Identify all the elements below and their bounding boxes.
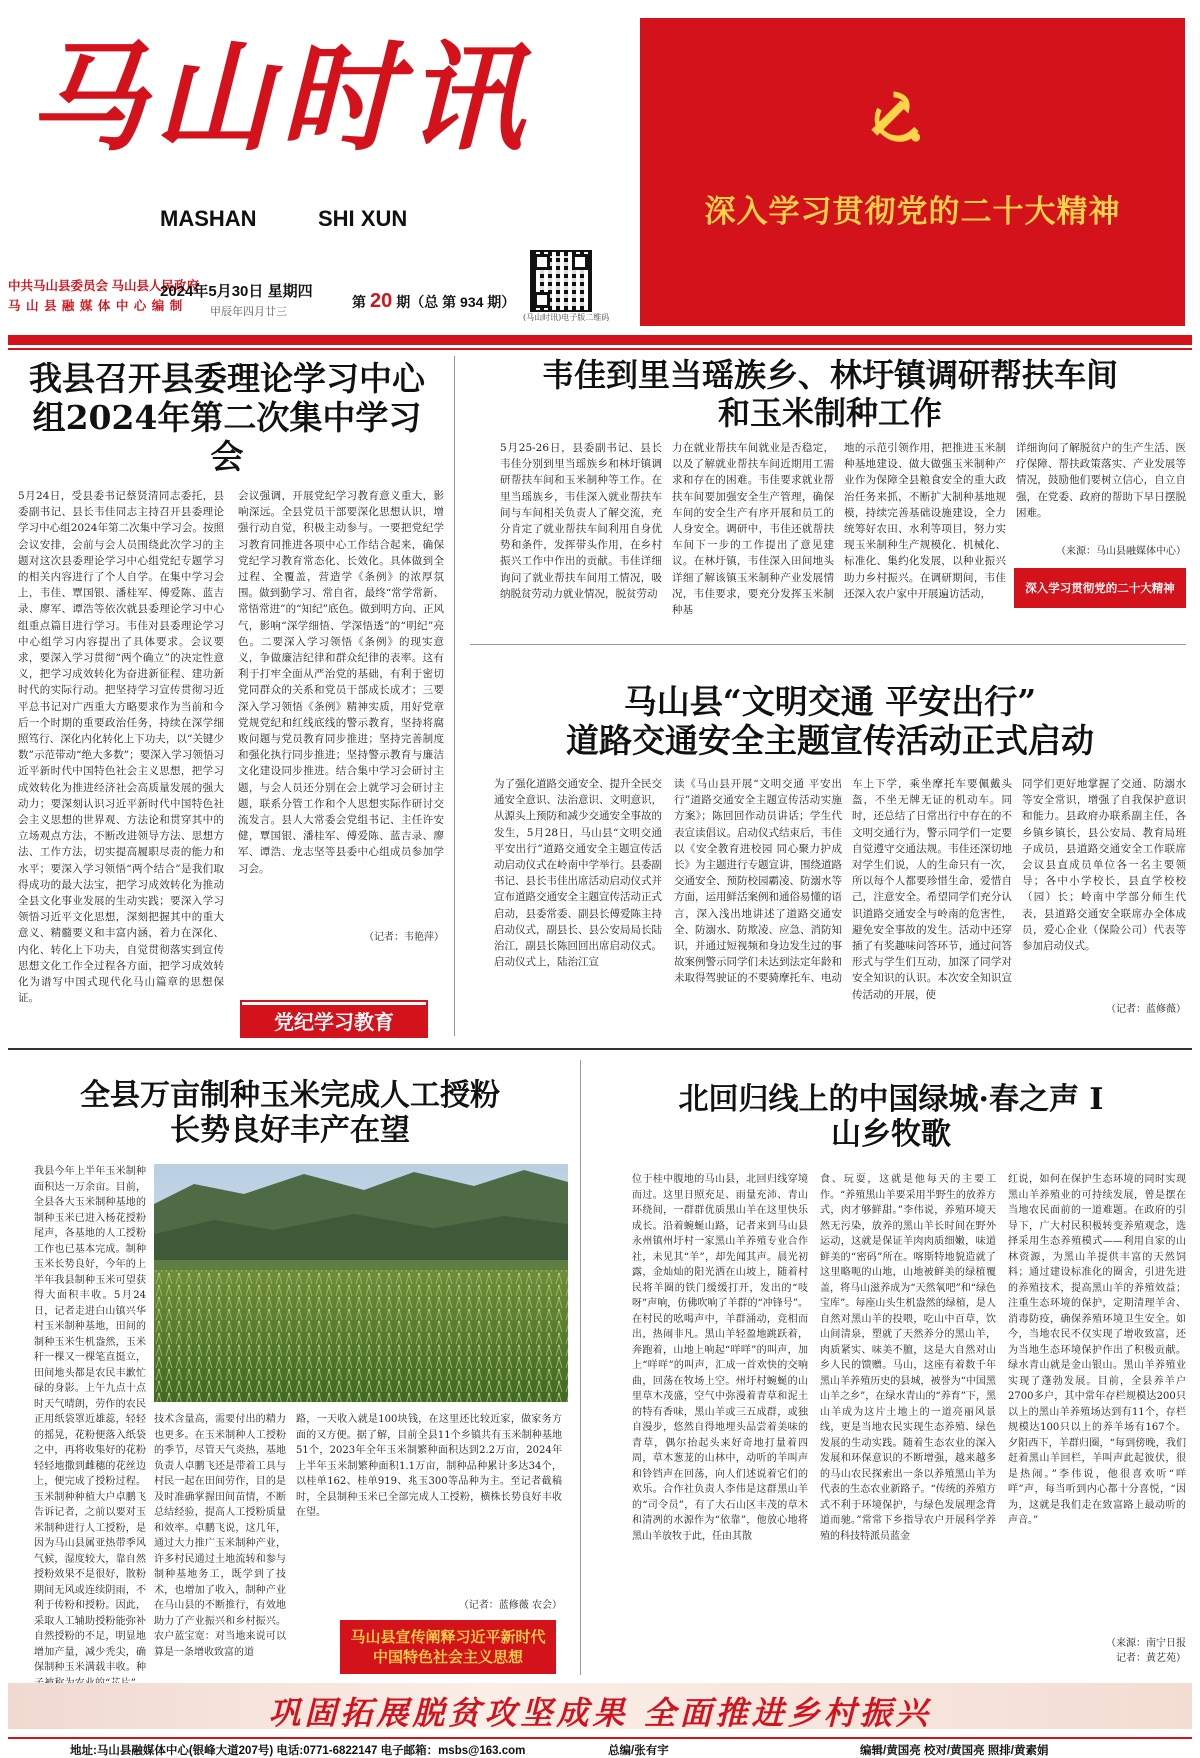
article2-col4: 详细询问了解脱贫户的生产生活、医疗保障、帮扶政策落实、产业发展等情况，鼓励他们要树立信心，自立自强，在党委、政府的帮助下早日摆脱困难。 xyxy=(1016,442,1186,519)
issue-suffix: 期（总 第 934 期） xyxy=(396,294,516,310)
article2-title-line2: 和玉米制种工作 xyxy=(717,393,942,432)
article2-title[interactable] xyxy=(470,357,1190,433)
article4-col-b1: 技术含量高，需要付出的精力也更多。在玉米制种人工授粉的季节，尽管天气炎热，基地负责人卓鹏飞还是带着工具与村民一起在田间劳作，目的是及时准确掌握田间苗情，不断总结经验，提高人工授粉质量和效率。卓鹏飞说，这几年，通过大力推广玉米制种产业，许多村民通过土地流转和参与制种基地务工，既学到了技术，也增加了收入，制种产业在马山县的不断推行，有效地助力了产业振兴和乡村振兴。农户蓝宝宽：对当地来说可以算是一条增收致富的道 xyxy=(154,1414,286,1658)
article3-title-line2: 道路交通安全主题宣传活动正式启动 xyxy=(566,720,1094,760)
article4-title-line2: 长势良好丰产在望 xyxy=(170,1113,410,1149)
article5-title-line2: 山乡牧歌 xyxy=(831,1117,951,1153)
article3-col4: 同学们更好地掌握了交通、防溺水等安全常识，增强了自我保护意识和能力。县政府办联系副主任，各乡镇乡镇长，县公安局、教育局班子成员，县道路交通安全工作联席会议县直成员单位各一名主要领导；各中小学校长，县直学校校（园）长；岭南中学部分师生代表，县道路交通安全联席办全体成员，爱心企业（保险公司）代表等参加启动仪式。 xyxy=(1022,778,1186,953)
tag-xi-thought xyxy=(340,1620,556,1674)
masthead-title: 马山时讯 xyxy=(28,28,533,167)
article4-col-b2: 路，一天收入就是100块钱，在这里还比较近家，做家务方面的又方便。据了解，目前全县11个乡镇共有玉米制种基地51个，2023年全年玉米制繁种面积达到2.2万亩，2024年上半年玉米制繁种面积1.1万亩，制种品种累计多达34个，以桂单162、桂单919、兆玉300等品种为主。至记者截稿时，全县制种玉米已全部完成人工授粉，横株长势良好丰收在望。 xyxy=(296,1414,562,1518)
article5-title[interactable] xyxy=(596,1082,1186,1153)
issue-prefix: 第 xyxy=(352,294,366,310)
article4-byline: （记者：蓝修薇 农会） xyxy=(458,1600,562,1611)
article5-byline-line1: （来源：南宁日报 xyxy=(1106,1638,1186,1649)
article3-col2: 读《马山县开展“文明交通 平安出行”道路交通安全主题宣传活动实施方案》；陈回回作动员讲话；学生代表宣读倡议。启动仪式结束后，韦佳以《安全教育进校园 同心聚力护成长》为主题进行专题宣讲，围绕道路交通安全、预防校园霸凌、防溺水等方面，运用鲜活案例和通俗易懂的语言，深入浅出地讲述了道路交通安全、防溺水、防欺凌、应急、消防知识，并通过短视频和身边发生过的事故案例警示同学们未达到法定年龄和未取得驾驶证的不要骑摩托车、电动 xyxy=(674,778,842,985)
article3-title-line1: 马山县“文明交通 平安出行” xyxy=(623,682,1037,721)
article2-byline: （来源：马山县融媒体中心） xyxy=(1056,546,1186,557)
article1-byline: （记者：韦艳萍） xyxy=(364,932,444,943)
editor-line: 马 山 县 融 媒 体 中 心 编 制 xyxy=(8,299,184,313)
article2-col1: 5月25-26日，县委副书记、县长韦佳分别到里当瑶族乡和林圩镇调研帮扶车间和玉米制种等工作。在里当瑶族乡，韦佳深入就业帮扶车间与车间相关负责人了解交流，充分肯定了就业帮扶车间利用自身优势和条件，发挥带头作用，在乡村振兴工作中作出的贡献。韦佳详细询问了就业帮扶车间用工情况，吸纳脱贫劳动力就业情况，脱贫劳动 xyxy=(500,442,662,600)
tag-xi-thought-line2: 中国特色社会主义思想 xyxy=(372,1648,523,1666)
publisher-line: 中共马山县委员会 马山县人民政府 xyxy=(8,279,199,293)
tag-party-discipline: 党纪学习教育 xyxy=(242,1002,426,1036)
lunar-date: 甲辰年四月廿三 xyxy=(210,305,287,318)
masthead-en-left: MASHAN xyxy=(160,206,257,231)
qr-caption: (马山时讯)电子版二维码 xyxy=(523,313,610,322)
article4-title-line1: 全县万亩制种玉米完成人工授粉 xyxy=(80,1078,500,1113)
tag-xi-thought-line1: 马山县宣传阐释习近平新时代 xyxy=(350,1628,546,1646)
article2-title-line1: 韦佳到里当瑶族乡、林圩镇调研帮扶车间 xyxy=(541,356,1118,394)
article5-byline-line2: 记者：黄艺苑） xyxy=(1116,1653,1186,1664)
footer-editors: 编辑/黄国亮 校对/黄国亮 照排/黄素娟 xyxy=(860,1745,1049,1757)
cornfield-photo xyxy=(154,1164,568,1402)
masthead-en-right: SHI XUN xyxy=(318,206,408,231)
article5-byline xyxy=(1008,1634,1186,1664)
article2-col3: 地的示范引领作用，把推进玉米制种基地建设、做大做强玉米制种产业作为保障全县粮食安全的重大政治任务来抓，不断扩大制种基地规模，持续完善基础设施建设，全力统筹好农田、水利等项目，努力实现玉米制种生产规模化、机械化、标准化、集约化发展，以种业振兴助力乡村振兴。在调研期间，韦佳还深入农户家中开展遍访活动， xyxy=(844,442,1006,600)
column-divider-lower xyxy=(580,1060,581,1675)
section-divider-mid xyxy=(8,1048,1192,1050)
issue-number xyxy=(352,290,515,313)
article3-title[interactable] xyxy=(470,683,1190,761)
article1-col1: 5月24日，受县委书记蔡贤清同志委托，县委副书记、县长韦佳同志主持召开县委理论学习中心组2024年第二次集中学习会。按照会议安排，会前与会人员围绕此次学习的主题对这次县委理论学习中心组党纪专题学习的相关内容进行了个人自学。在集中学习会上，韦佳、覃国银、潘桂军、傅爱陈、蓝吉录、廖军、谭浩等依次就县委理论学习中心组重点篇目进行学习。韦佳对县委理论学习中心组学习内容提出了具体要求。会议要求，要深入学习贯彻“两个确立”的决定性意义，把学习成效转化为奋进新征程、建功新时代的实际行动。把坚持学习宣传贯彻习近平总书记对广西重大方略要求作为当前和今后一个时期的重要政治任务，持续在深学细照笃行、深化内化转化上下功夫，以“关键少数”示范带动“绝大多数”；要深入学习领悟习近平新时代中国特色社会主义思想，把学习成效转化为推进经济社会高质量发展的强大动力；要深刻认识习近平新时代中国特色社会主义思想的世界观、方法论和贯穿其中的立场观点方法，不断改进领导方法、思想方法、工作方法，切实提高履职尽责的能力和水平；要深入学习领悟“两个结合”是我们取得成功的最大法宝，把学习成效转化为推动全县文化事业发展的生动实践；要深入学习领悟习近平文化思想，深刻把握其中的重大意义、精髓要义和丰富内涵，着力在深化、内化、转化上下功夫，自觉贯彻落实到宣传思想文化工作全过程各方面，把学习成效转化为谱写中国式现代化马山篇章的思想保证。 xyxy=(18,490,224,1005)
footer-address: 地址:马山县融媒体中心(银峰大道207号) 电话:0771-6822147 电子邮箱：msbs@163.com xyxy=(70,1745,526,1757)
qr-code-icon[interactable] xyxy=(530,250,592,312)
column-divider xyxy=(454,356,455,1036)
party-emblem-icon xyxy=(855,78,929,152)
issue-num: 20 xyxy=(370,290,393,312)
article1-col2: 会议强调，开展党纪学习教育意义重大，影响深远。全县党员干部要深化思想认识，增强行动自觉，积极主动参与。一要把党纪学习教育同推进各项中心工作结合起来，确保党纪学习教育常态化、长效化。具体做到全过程、全覆盖，营造学《条例》的浓厚氛围。做到勤学习、常自省，最终“常学常新、常悟常进”的“知纪”底色。做到明方向、正风气，影响“深学细悟、学深悟透”的“明纪”亮色。二要深入学习领悟《条例》的现实意义，争做廉洁纪律和群众纪律的表率。这有利于打牢全面从严治党的基础，有利于密切党同群众的关系和党员干部成长成才；三要深入学习领悟《条例》精神实质，用好党章党规党纪和红线底线的警示教育，坚持将腐败问题与党员教育同步推进；坚持完善制度和强化执行同步推进；坚持警示教育与廉洁文化建设同步推进。结合集中学习会研讨主题，与会人员还分别在会上就学习会研讨主题，联系分管工作和个人思想实际作研讨交流发言。县人大常委会党组书记、主任许安健，覃国银、潘桂军、傅爱陈、蓝吉录、廖军、谭浩、龙志坚等县委中心组成员参加学习会。 xyxy=(238,490,444,875)
footer-slogan: 巩固拓展脱贫攻坚成果 全面推进乡村振兴 xyxy=(268,1694,932,1732)
article5-col1: 位于桂中腹地的马山县，北回归线穿境而过。这里日照充足、雨量充沛、青山环绕间，一群群优质黑山羊在这里快乐成长。沿着蜿蜒山路，记者来到马山县永州镇州圩村一家黑山羊养殖专业合作社，未见其“羊”，却先闻其声。晨光初露，金灿灿的阳光洒在山坡上，随着村民将羊圈的铁门缓缓打开，发出的“吱呀”声响，仿佛吹响了羊群的“冲锋号”。在村民的吆喝声中，羊群涌动，竞相而出，热闹非凡。黑山羊轻盈地跳跃着，奔跑着，山地上响起“咩咩”的叫声，加上“咩咩”的叫声，汇成一首欢快的交响曲，回荡在牧场上空。州圩村蜿蜒的山里草木茂盛，空气中弥漫着青草和泥土的特有香味，黑山羊或三五成群，或独自漫步，悠然自得地埋头品尝着美味的青草，偶尔抬起头来好奇地打量着四周，草木葱茏的山林中，动听的羊叫声和铃铛声在回荡，向人们述说着它们的欢乐。合作社负责人李伟是这群黑山羊的“司令员”，有了大石山区丰茂的草木和清冽的水源作为“依靠”，他放心地将黑山羊放牧于此，任由其散 xyxy=(632,1174,808,1542)
footer-rule xyxy=(8,1737,1192,1739)
article2-col2: 力在就业帮扶车间就业是否稳定，以及了解就业帮扶车间近期用工需求和存在的困难。韦佳要求就业帮扶车间要加强安全生产管理，确保车间的安全生产有序开展和员工的人身安全。调研中，韦佳还就帮扶车间下一步的工作提出了意见建议。在林圩镇，韦佳深入田间地头详细了解该镇玉米制种产业发展情况，韦佳要求，要充分发挥玉米制种基 xyxy=(672,442,834,617)
banner-slogan: 深入学习贯彻党的二十大精神 xyxy=(704,194,1121,230)
footer-editor-chief: 总编/张有宇 xyxy=(608,1745,669,1757)
article5-col2: 食、玩耍，这就是他每天的主要工作。“养殖黑山羊要采用半野生的放养方式，肉才够鲜甜。”李伟说，养殖环境天然无污染，放养的黑山羊长时间在野外运动，这就是保证羊肉肉质细嫩，味道鲜美的“密码”所在。喀斯特地貌造就了这里略呃的山地，山地被鲜美的绿植覆盖，将马山滋养成为“天然氧吧”和“绿色宝库”。每座山头生机盎然的绿植，是人自然对黑山羊的投喂，吃山中百草，饮山间清泉，塑就了天然养分的黑山羊，肉质紧实、味美不膻，这是大自然对山乡人民的馈赠。马山，这座有着数千年黑山羊养殖历史的县城，被誉为“中国黑山羊之乡”，在绿水青山的“养育”下，黑山羊成为这片土地上的一道亮丽风景线，更是当地农民实现生态养殖、绿色发展的生动实践。随着生态农业的深入发展和环保意识的不断增强，越来越多的马山农民探索出一条以养殖黑山羊为代表的生态农业新路子。“传统的养殖方式不利于环境保护，与绿色发展理念背道而驰。”常常下乡指导农户开展科学养殖的科技特派员蓝金 xyxy=(820,1174,996,1542)
article3-col3: 车上下学，乘坐摩托车要佩戴头盔，不坐无牌无证的机动车。同时，还总结了日常出行中存在的不文明交通行为，警示同学们一定要自觉遵守交通法规。韦佳还深切地对学生们说，人的生命只有一次，所以每个人都要珍惜生命，爱惜自己，注意安全。希望同学们充分认识道路交通安全与岭南的危害性，避免安全事故的发生。活动中还穿插了有奖趣味问答环节，通过问答形式与学生们互动，加深了同学对安全知识的认识。本次安全知识宣传活动的开展，使 xyxy=(852,778,1012,1001)
article3-byline: （记者：蓝修薇） xyxy=(1106,1004,1186,1015)
party-banner xyxy=(640,18,1185,326)
article5-col3: 红说，如何在保护生态环境的同时实现黑山羊养殖业的可持续发展，曾是摆在当地农民面前的一道难题。在政府的引导下，广大村民积极转变养殖观念，选择采用生态养殖模式——利用自家的山林资源，为黑山羊提供丰富的天然饲料；通过建设标准化的圈舍，引进先进的养殖技术，提高黑山羊的养殖效益；注重生态环境的保护，定期清理羊舍、消毒防疫，确保养殖环境卫生安全。如今，当地农民不仅实现了增收致富，还为当地生态环境保护作出了积极贡献。绿水青山就是金山银山。黑山羊养殖业实现了蓬勃发展。目前，全县养羊户2700多户，其中常年存栏规模达200只以上的黑山羊养殖场达到有11个，存栏规模达100只以上的养羊场有167个。夕阳西下，羊群归圈，“每到傍晚，我们赶着黑山羊回栏，羊叫声此起彼伏，很是热闹。”李伟说，他很喜欢听“咩咩”声，每当听到内心都十分喜悦，“因为，这就是我们走在致富路上最动听的声音。” xyxy=(1008,1174,1186,1526)
article4-title[interactable] xyxy=(20,1078,560,1149)
article1-title[interactable]: 我县召开县委理论学习中心组2024年第二次集中学习会 xyxy=(29,359,425,476)
article5-title-line1: 北回归线上的中国绿城·春之声 I xyxy=(678,1082,1104,1117)
issue-date: 2024年5月30日 星期四 xyxy=(160,283,313,300)
section-divider xyxy=(470,644,1186,645)
badge-party-congress: 深入学习贯彻党的二十大精神 xyxy=(1014,568,1186,608)
header-rule xyxy=(8,335,1192,345)
article4-col-left: 我县今年上半年玉米制种面积达一万余亩。目前，全县各大玉米制种基地的制种玉米已进入杨花授粉尾声，各基地的人工授粉工作也已基本完成。制种玉米长势良好，今年的上半年我县制种玉米可望获得大面积丰收。5月24日，记者走进白山镇兴华村玉米制种基地，田间的制种玉米生机盎然，玉米秆一棵又一棵笔直挺立，田间地头都是农民丰歉忙碌的身影。上午九点十点时天气晴朗，劳作的农民正用纸袋罩近雄蕊，轻轻的摇晃，花粉便落入纸袋之中，再将收集好的花粉轻轻地撒到雌穗的花丝边上，便完成了授粉过程。玉米制种种植大户卓鹏飞告诉记者，之前以要对玉米制种进行人工授粉，是因为马山县属亚热带季风气候，湿度较大，靠自然授粉效果不是很好，散粉期间无风或连续阴雨，不利于传粉和授粉。因此，采取人工辅助授粉能弥补自然授粉的不足，明显地增加产量，减少秃尖，确保制种玉米满载丰收。种 xyxy=(34,1166,146,1673)
article3-col1: 为了强化道路交通安全、提升全民交通安全意识、法治意识、文明意识，从源头上预防和减少交通安全事故的发生，5月28日，马山县“文明交通 平安出行”道路交通安全主题宣传活动启动仪式在岭南中学举行。县委副书记、县长韦佳出席活动启动仪式并宣布道路交通安全主题宣传活动正式启动，县委常委、副县长傅爱陈主持启动仪式，副县长、县公安局局长陆治江，副县长陈回回出席启动仪式。启动仪式上，陆治江宣 xyxy=(494,778,662,969)
header-rule-thin xyxy=(8,348,1192,350)
